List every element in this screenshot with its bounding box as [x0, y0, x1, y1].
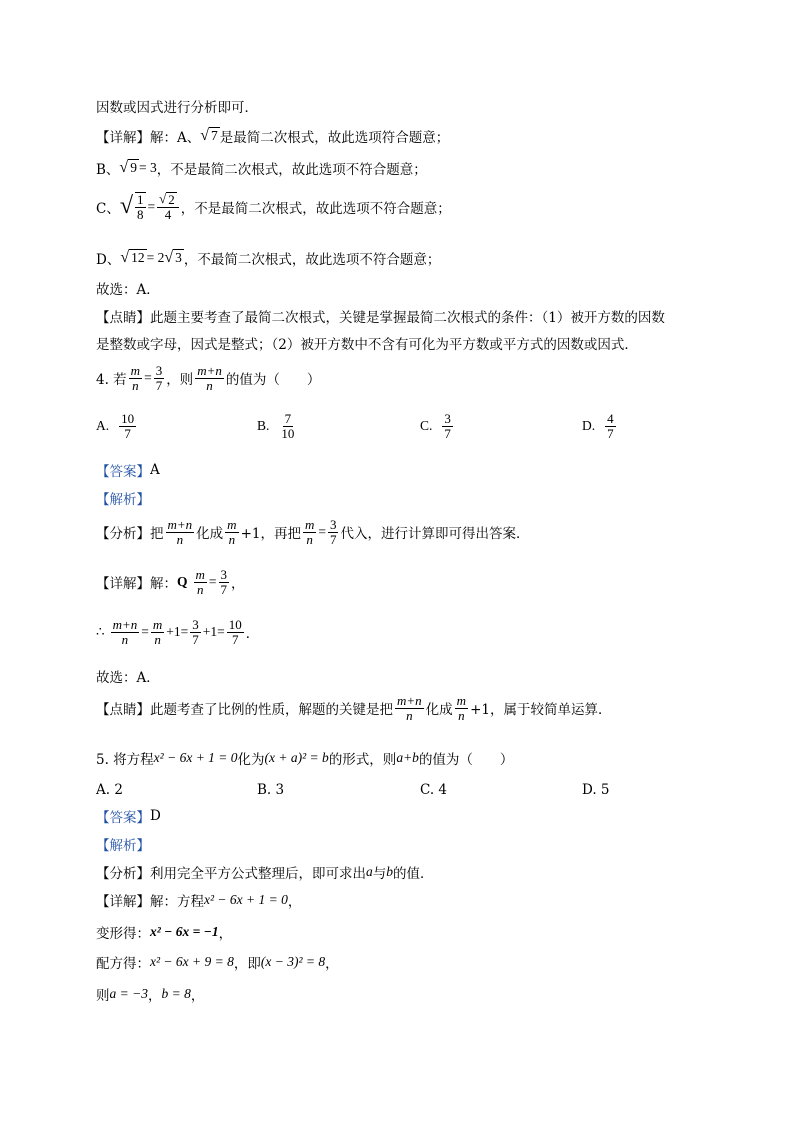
because-symbol: Q — [177, 574, 188, 590]
text: +1= — [166, 624, 189, 640]
question-5 — [96, 748, 513, 768]
fraction: $\frac{4}{7}$ — [607, 411, 614, 441]
text: D、 — [96, 252, 121, 268]
answer-value: D — [150, 808, 161, 824]
q4-option-b — [257, 412, 298, 440]
q5-complete-square — [96, 952, 339, 972]
detail-tag: 【详解】 — [96, 576, 150, 593]
text: 的值． — [393, 866, 434, 882]
detail-tag: 【详解】 — [96, 130, 150, 146]
text: 利用完全平方公式整理后，即可求出 — [150, 866, 366, 882]
equation: x² − 6x + 1 = 0 — [204, 892, 288, 907]
text: 故选：A． — [96, 670, 160, 686]
q5-analysis — [96, 862, 434, 882]
fraction: $\frac{7}{10}$ — [281, 411, 295, 441]
q4-analysis-header — [96, 488, 150, 508]
text: 则 — [96, 988, 110, 1004]
q5-analysis-header — [96, 834, 150, 854]
fraction: $\frac{m}{n}$ — [456, 693, 467, 723]
q4-solution — [96, 618, 259, 646]
option-text: D. 5 — [582, 782, 610, 798]
text: 4. 若 — [96, 372, 127, 389]
text: 是整数或字母，因式是整式；（2）被开方数中不含有可化为平方数或平方式的因数或因式． — [96, 337, 638, 353]
text: +1，再把 — [240, 526, 301, 543]
choose-line — [96, 278, 160, 298]
text: ，不最简二次根式，故此选项不符合题意； — [183, 252, 441, 268]
text: ，不是最简二次根式，故此选项不符合题意； — [180, 200, 451, 217]
text: ． — [245, 626, 260, 643]
text: ，即 — [233, 956, 261, 972]
answer-value: A — [150, 462, 160, 478]
option-label: D. — [582, 418, 596, 434]
fraction: $\frac{10}{7}$ — [121, 411, 135, 441]
therefore-symbol: ∴ — [96, 624, 105, 640]
equation: x² − 6x + 9 = 8 — [150, 954, 234, 969]
detail-tag: 【详解】 — [96, 894, 150, 910]
analysis-tag: 【解析】 — [96, 492, 150, 508]
q5-option-b — [257, 782, 284, 798]
option-text: B. 3 — [257, 782, 285, 798]
variable: b — [386, 864, 393, 879]
equation: (x − 3)² = 8 — [260, 954, 326, 969]
q5-option-a — [96, 782, 123, 798]
q4-analysis — [96, 518, 529, 546]
question-4 — [96, 364, 320, 392]
fraction: $\frac{m}{n}$ — [195, 567, 205, 597]
q5-transform — [96, 922, 232, 942]
text: 化成 — [425, 702, 453, 719]
fraction: $\frac{m+n}{n}$ — [197, 363, 222, 393]
detail-line-a — [96, 126, 449, 146]
expression: a+b — [396, 750, 419, 765]
text: 此题主要考查了最简二次根式，关键是掌握最简二次根式的条件：（1）被开方数的因数 — [150, 310, 665, 326]
text: 把 — [150, 526, 164, 543]
sqrt-sign: √ — [119, 193, 134, 220]
text: B、 — [96, 162, 120, 178]
text: 故选：A． — [96, 282, 160, 298]
comment-line-1 — [96, 306, 665, 326]
q4-comment — [96, 694, 611, 722]
q5-detail — [96, 890, 301, 910]
fraction: $\frac{3}{7}$ — [329, 517, 337, 547]
sqrt-expression: √ 7 — [200, 127, 218, 144]
text: C、 — [96, 200, 120, 217]
q5-result — [96, 984, 204, 1004]
text: 化成 — [196, 526, 224, 543]
analysis-sub-tag: 【分析】 — [96, 866, 150, 882]
q4-detail — [96, 568, 245, 596]
equals: = — [147, 198, 156, 214]
equals: = — [144, 370, 152, 386]
equation: x² − 6x = −1 — [150, 924, 219, 939]
fraction: $\frac{1}{8}$ — [137, 192, 144, 222]
equation: = 3 — [138, 160, 157, 175]
text: ， — [218, 926, 233, 942]
equation: x² − 6x + 1 = 0 — [153, 750, 238, 765]
fraction: $\frac{m}{n}$ — [152, 617, 163, 647]
fraction: $\frac{m+n}{n}$ — [397, 693, 422, 723]
equals: = — [318, 524, 326, 540]
fraction: √ 2 4 — [157, 192, 179, 221]
text: 解：方程 — [150, 894, 204, 910]
comment-tag: 【点睛】 — [96, 702, 150, 719]
q5-answer — [96, 806, 161, 826]
fraction: $\frac{m+n}{n}$ — [167, 517, 193, 547]
q4-option-d — [582, 412, 618, 440]
fraction: $\frac{3}{7}$ — [192, 617, 199, 647]
equals: = — [141, 624, 149, 640]
text: 的形式，则 — [328, 752, 397, 768]
q4-answer — [96, 460, 160, 480]
text: 代入，进行计算即可得出答案． — [340, 526, 530, 543]
q5-option-d — [582, 782, 610, 798]
option-label: B. — [257, 418, 270, 434]
answer-tag: 【答案】 — [96, 810, 150, 826]
fraction: $\frac{m}{n}$ — [304, 517, 315, 547]
text: ， — [231, 576, 245, 593]
text: 的值为（ ） — [225, 372, 321, 389]
text: ， — [325, 956, 339, 972]
fraction: $\frac{3}{7}$ — [220, 567, 228, 597]
analysis-sub-tag: 【分析】 — [96, 526, 150, 543]
equation: (x + a)² = b — [264, 750, 329, 765]
equals: = — [208, 574, 217, 590]
text: 解： — [150, 576, 177, 593]
detail-line-d — [96, 248, 440, 268]
q4-choose — [96, 666, 160, 686]
text: ，则 — [166, 372, 194, 389]
text: 与 — [372, 866, 387, 882]
text: ， — [287, 894, 302, 910]
text: 的值为（ ） — [418, 752, 514, 768]
text: 配方得： — [96, 956, 150, 972]
q4-option-a — [96, 412, 138, 440]
fraction: $\frac{3}{7}$ — [444, 411, 451, 441]
detail-line-c — [96, 192, 451, 221]
text: 化为 — [237, 752, 265, 768]
fraction: $\frac{m}{n}$ — [130, 363, 141, 393]
option-text: A. 2 — [96, 782, 123, 798]
text: ， — [147, 988, 162, 1004]
text: ， — [190, 988, 205, 1004]
fraction: $\frac{3}{7}$ — [155, 363, 163, 393]
option-label: A. — [96, 418, 110, 434]
analysis-tag: 【解析】 — [96, 838, 150, 854]
fraction: $\frac{10}{7}$ — [228, 617, 242, 647]
text: ，不是最简二次根式，故此选项不符合题意； — [156, 162, 427, 178]
option-text: C. 4 — [420, 782, 448, 798]
text: 5. 将方程 — [96, 752, 154, 768]
variable: a — [366, 864, 373, 879]
answer-tag: 【答案】 — [96, 464, 150, 480]
equation: = 2 — [146, 250, 165, 265]
sqrt-expression: √ 3 — [164, 249, 182, 266]
option-label: C. — [420, 418, 433, 434]
detail-line-b — [96, 158, 427, 178]
fraction: $\frac{m}{n}$ — [227, 517, 237, 547]
text: 变形得： — [96, 926, 150, 942]
sqrt-expression: √ 12 — [120, 249, 145, 266]
text-line-1 — [96, 96, 258, 116]
equation: a = −3 — [109, 986, 148, 1001]
q5-option-c — [420, 782, 447, 798]
text: +1，属于较简单运算． — [470, 702, 612, 719]
text: 解：A、 — [150, 130, 201, 146]
text: +1= — [202, 624, 225, 640]
text: 因数或因式进行分析即可． — [96, 100, 258, 116]
fraction: $\frac{m+n}{n}$ — [112, 617, 138, 647]
text: 是最简二次根式，故此选项符合题意； — [219, 130, 450, 146]
comment-line-2 — [96, 333, 638, 353]
q4-option-c — [420, 412, 455, 440]
sqrt-expression: √ 9 — [119, 159, 137, 176]
equation: b = 8 — [161, 986, 191, 1001]
comment-tag: 【点睛】 — [96, 310, 150, 326]
text: 此题考查了比例的性质，解题的关键是把 — [150, 702, 393, 719]
